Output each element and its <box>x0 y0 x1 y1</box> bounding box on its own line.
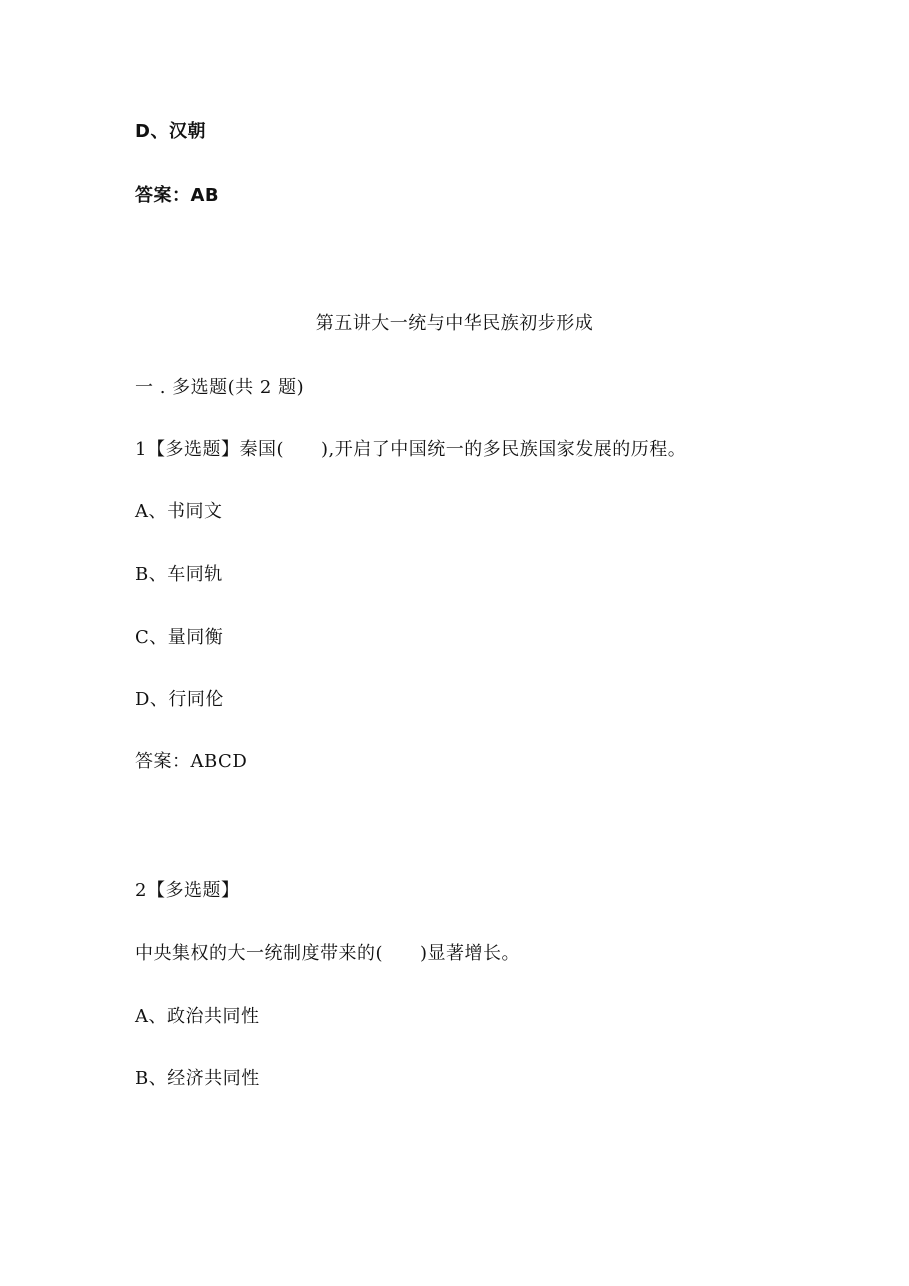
question-1-option-c: C、量同衡 <box>135 627 224 648</box>
question-1-option-a: A、书同文 <box>135 501 223 522</box>
question-2-number: 2【多选题】 <box>135 880 240 901</box>
question-1-answer: 答案：ABCD <box>135 751 248 772</box>
question-1-option-d: D、行同伦 <box>135 689 224 710</box>
question-2-option-a: A、政治共同性 <box>135 1006 260 1027</box>
question-1-option-b: B、车同轨 <box>135 564 223 585</box>
question-1-prompt: 1【多选题】秦国( ),开启了中国统一的多民族国家发展的历程。 <box>135 439 687 460</box>
section-heading: 一 . 多选题(共 2 题) <box>135 377 305 398</box>
question-2-prompt: 中央集权的大一统制度带来的( )显著增长。 <box>135 943 521 964</box>
prev-option-d: D、汉朝 <box>135 121 206 142</box>
question-2-option-b: B、经济共同性 <box>135 1068 260 1089</box>
prev-answer: 答案：AB <box>135 185 220 206</box>
lecture-title: 第五讲大一统与中华民族初步形成 <box>315 313 594 334</box>
